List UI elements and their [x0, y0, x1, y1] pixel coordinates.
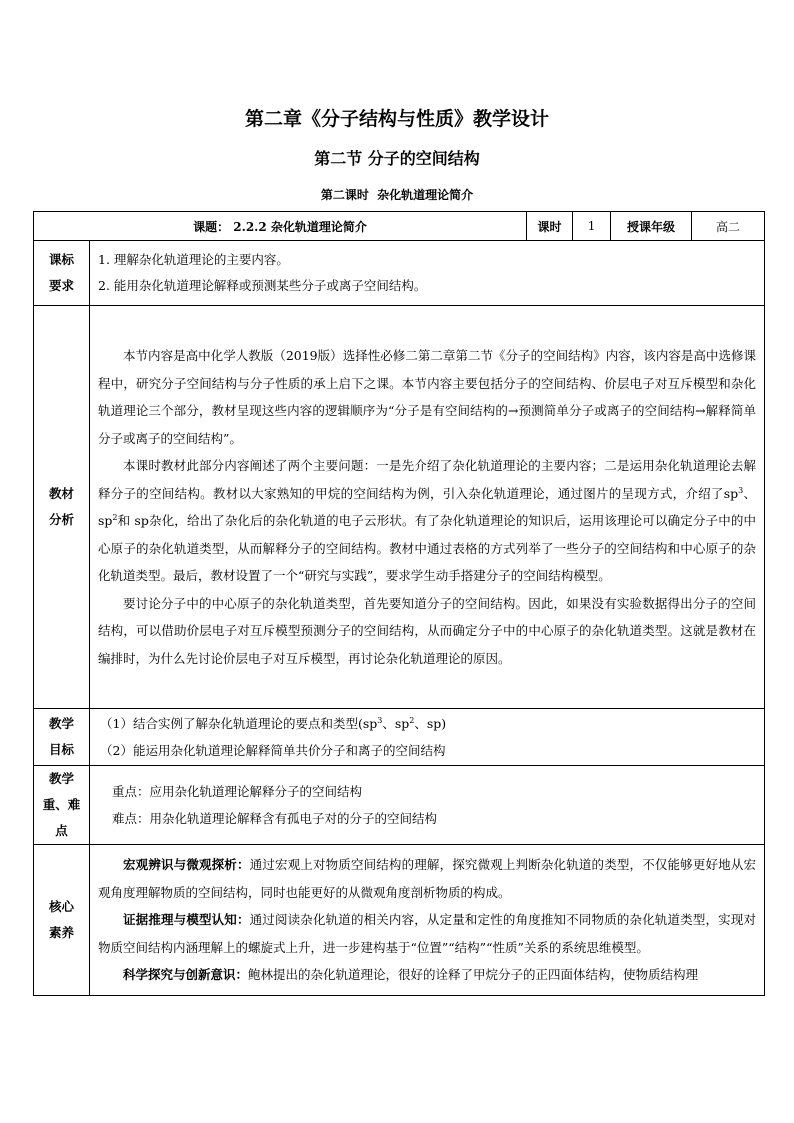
grade-label: 授课年级 [611, 212, 692, 241]
difficult-point: 难点：用杂化轨道理论解释含有孤电子对的分子的空间结构 [112, 811, 438, 826]
focus-content [90, 766, 765, 845]
goals-content [90, 709, 765, 766]
literacy-row [34, 845, 765, 996]
grade-value: 高二 [692, 212, 765, 241]
textbook-paragraph: 要讨论分子中的中心原子的杂化轨道类型，首先要知道分子的空间结构。因此，如果没有实验数据得出分子的空间结构，可以借助价层电子对互斥模型预测分子的空间结构，从而确定分子中的中心原子的杂化轨道类型。这就是教材在编排时，为什么先讨论价层电子对互斥模型，再讨论杂化轨道理论的原因。 [98, 595, 757, 666]
literacy-paragraph: 证据推理与模型认知：通过阅读杂化轨道的相关内容，从定量和定性的角度推知不同物质的杂化轨道类型，实现对物质空间结构内涵理解上的螺旋式上升，进一步建构基于“位置”“结构”“性质”关系的系统思维模型。 [98, 912, 756, 955]
textbook-paragraph: 本节内容是高中化学人教版（2019版）选择性必修二第二章第二节《分子的空间结构》内容，该内容是高中选修课程中，研究分子空间结构与分子性质的承上启下之课。本节内容主要包括分子的空间结构、价层电子对互斥模型和杂化轨道理论三个部分，教材呈现这些内容的逻辑顺序为“分子是有空间结构的→预测简单分子或离子的空间结构→解释简单分子或离子的空间结构”。 [98, 348, 757, 446]
goal-item: （1）结合实例了解杂化轨道理论的要点和类型($sp^3$、$sp^2$、sp) [100, 715, 447, 731]
curriculum-label: 课标 要求 [34, 241, 90, 306]
hours-label: 课时 [527, 212, 573, 241]
literacy-paragraph: 科学探究与创新意识：鲍林提出的杂化轨道理论，很好的诠释了甲烷分子的正四面体结构，使物质结构理 [123, 967, 699, 983]
textbook-content [90, 306, 765, 709]
key-point: 重点：应用杂化轨道理论解释分子的空间结构 [112, 784, 363, 799]
goal-item: （2）能运用杂化轨道理论解释简单共价分子和离子的空间结构 [100, 743, 446, 758]
textbook-paragraph: 本课时教材此部分内容阐述了两个主要问题：一是先介绍了杂化轨道理论的主要内容；二是运用杂化轨道理论去解释分子的空间结构。教材以大家熟知的甲烷的空间结构为例，引入杂化轨道理论，通过图片的呈现方式，介绍了$sp^3$、$sp^2$和 sp杂化，给出了杂化后的杂化轨道的电子云形状。有了杂化轨道理论的知识后，运用该理论可以确定分子中的中心原子的杂化轨道类型，从而解释分子的空间结构。教材中通过表格的方式列举了一些分子的空间结构和中心原子的杂化轨道类型。最后，教材设置了一个“研究与实践”，要求学生动手搭建分子的空间结构模型。 [98, 458, 757, 583]
section-title: 第二节 分子的空间结构 [314, 149, 480, 168]
lesson-plan-table [33, 211, 765, 996]
info-row [34, 212, 765, 241]
document-title: 第二章《分子结构与性质》教学设计 [244, 108, 549, 130]
curriculum-item: 2. 能用杂化轨道理论解释或预测某些分子或离子空间结构。 [98, 278, 427, 293]
textbook-label: 教材 分析 [34, 306, 90, 709]
curriculum-row [34, 241, 765, 306]
literacy-paragraph: 宏观辨识与微观探析：通过宏观上对物质空间结构的理解，探究微观上判断杂化轨道的类型，不仅能够更好地从宏观角度理解物质的空间结构，同时也能更好的从微观角度剖析物质的构成。 [98, 857, 756, 900]
curriculum-content [90, 241, 765, 306]
topic-cell: 课题： 2.2.2 杂化轨道理论简介 [34, 212, 527, 241]
goals-label: 教学 目标 [34, 709, 90, 766]
literacy-content [90, 845, 765, 996]
literacy-label: 核心 素养 [34, 845, 90, 996]
hours-value: 1 [573, 212, 611, 241]
focus-label: 教学 重、难 点 [34, 766, 90, 845]
lesson-title: 第二课时 杂化轨道理论简介 [320, 188, 474, 202]
focus-row [34, 766, 765, 845]
textbook-row [34, 306, 765, 709]
curriculum-item: 1. 理解杂化轨道理论的主要内容。 [98, 252, 289, 267]
goals-row [34, 709, 765, 766]
